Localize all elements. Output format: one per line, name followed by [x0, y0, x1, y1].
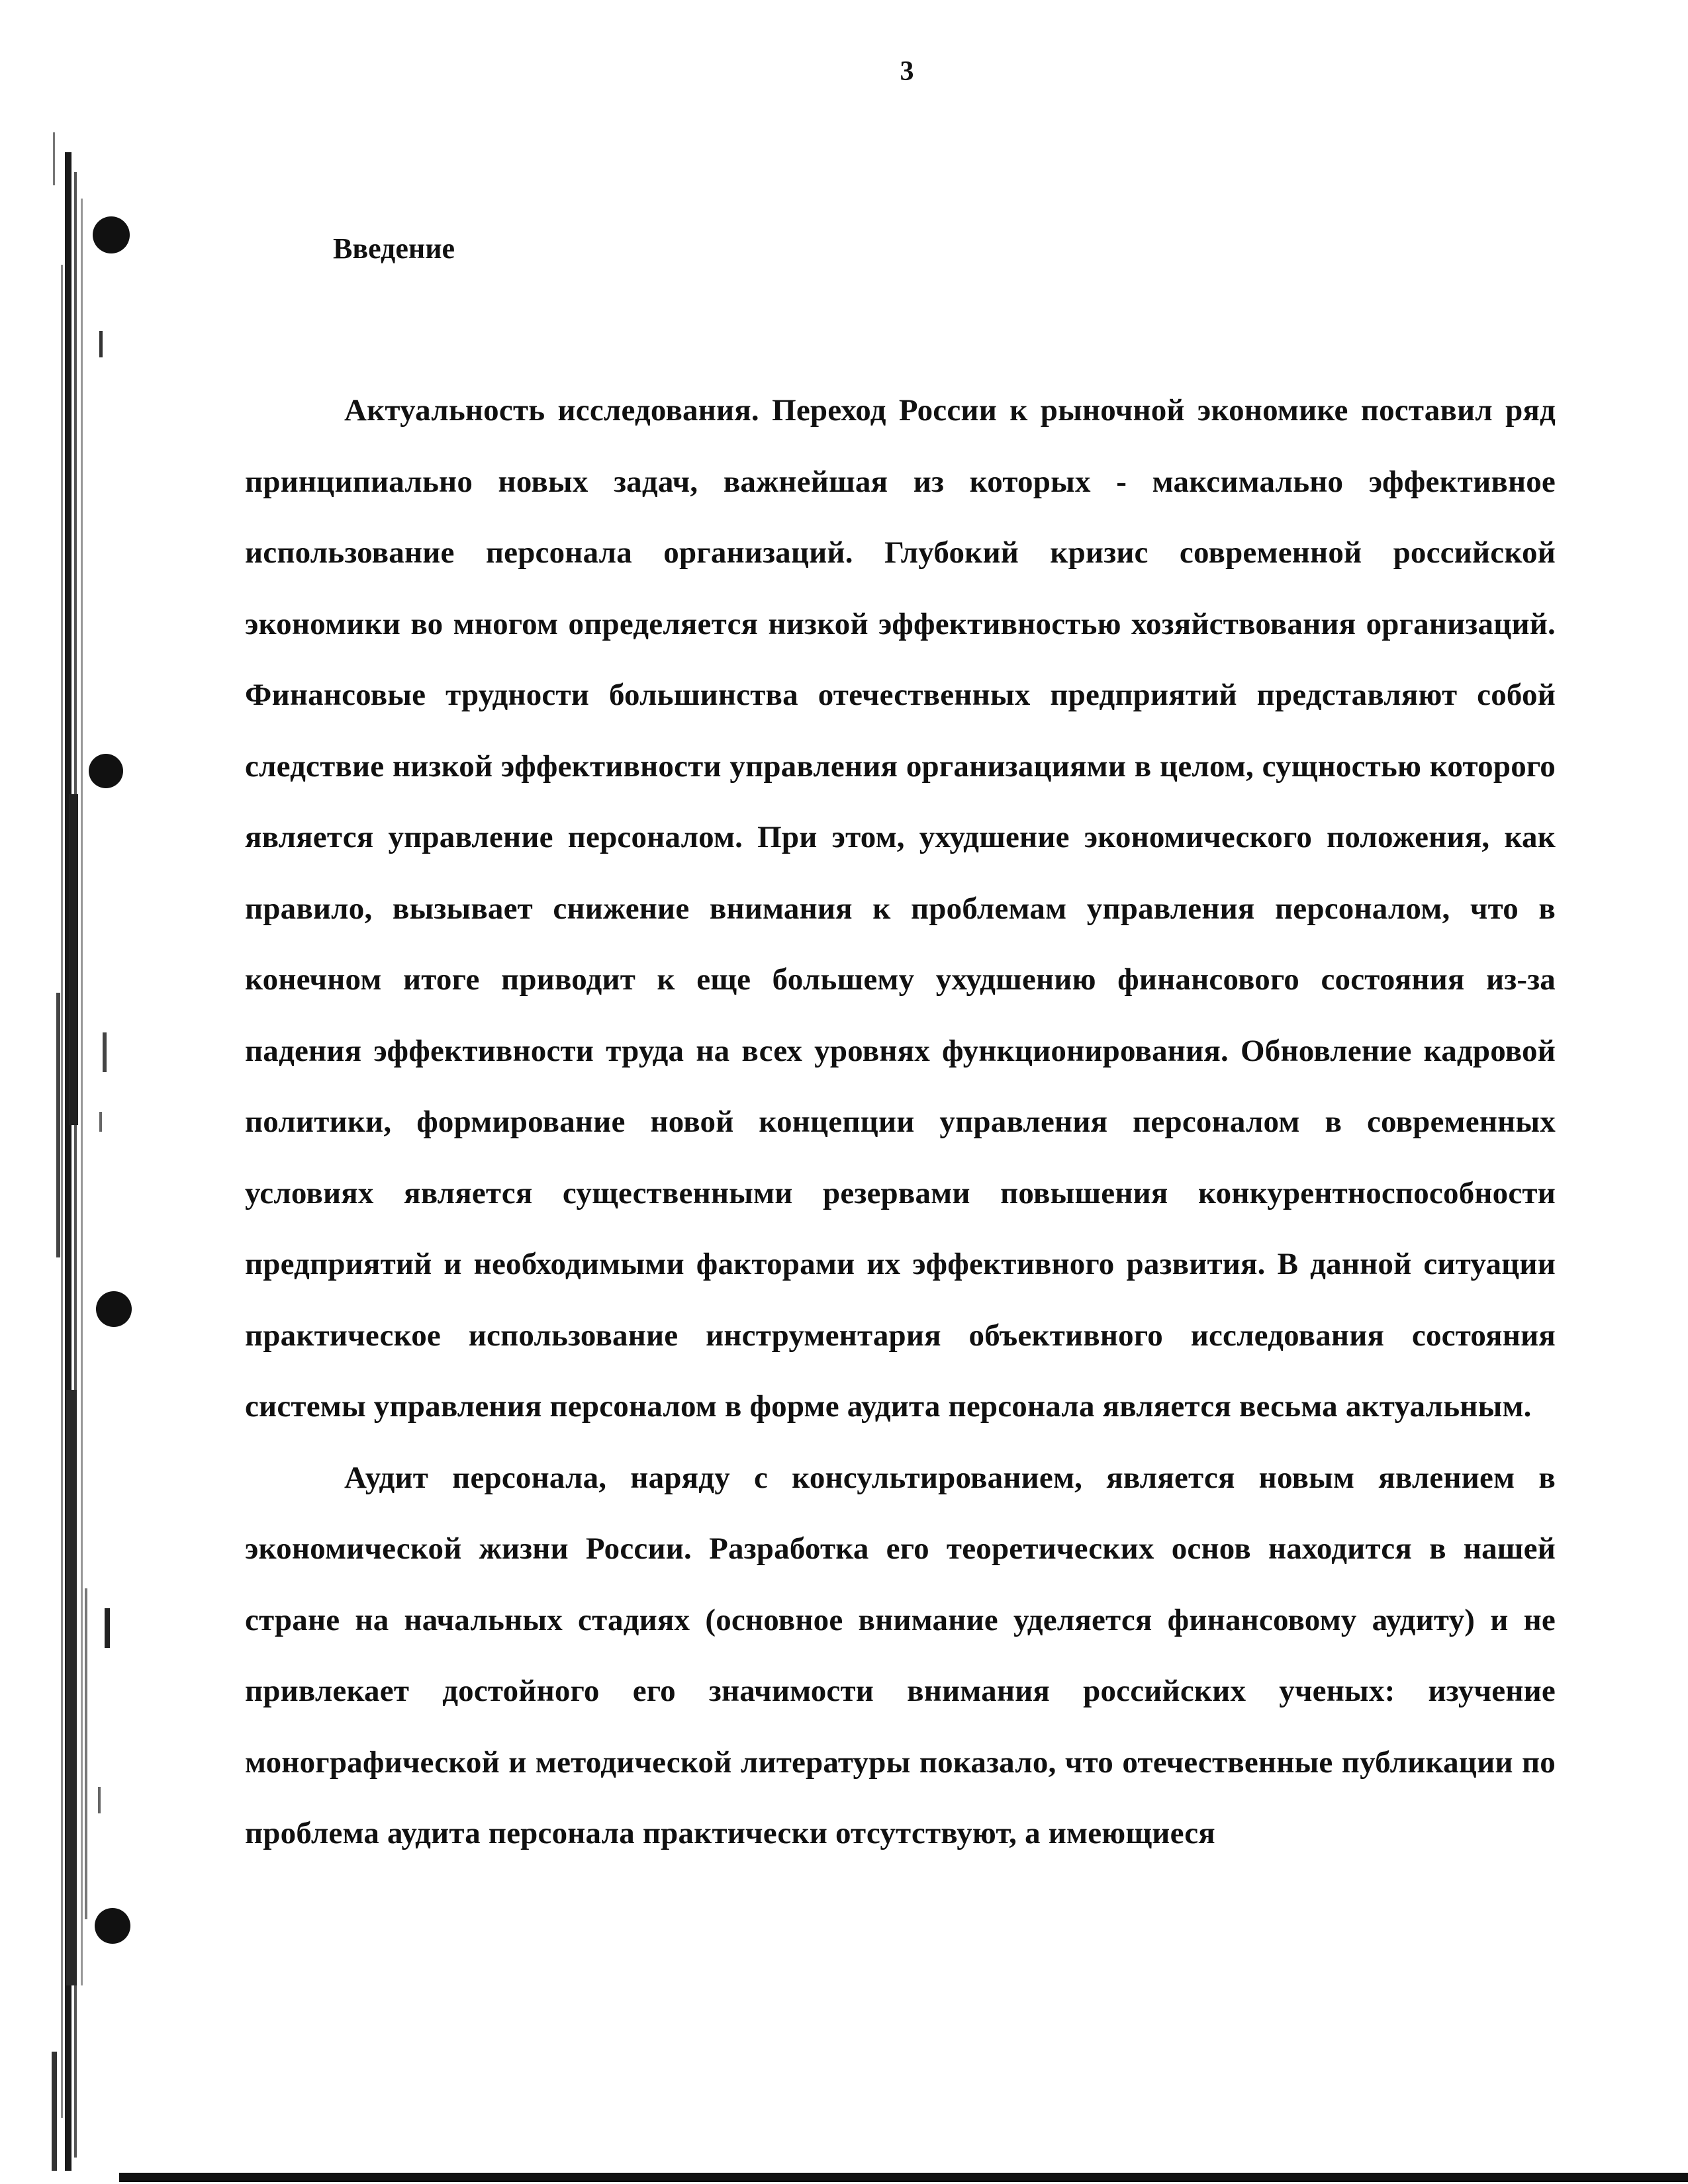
bottom-scan-line — [119, 2173, 1688, 2182]
punch-hole — [93, 216, 130, 253]
punch-hole — [89, 754, 123, 788]
paragraph — [245, 1443, 1556, 1870]
body-text — [245, 375, 1556, 1870]
page-number: 3 — [900, 56, 914, 87]
paragraph-lead: Актуальность исследования. — [344, 393, 759, 428]
paragraph-text: Аудит персонала, наряду с консультированием, является новым явлением в экономической жизни России. Разработка его теоретических основ находится в нашей стране на начальных стадиях (основное внимание уделяется финансовому аудиту) и не привлекает достойного его значимости внимания российских ученых: изучение монографической и методической литературы показало, что отечественные публикации по проблема аудита персонала практически отсутствуют, а имеющиеся — [245, 1460, 1556, 1850]
paragraph — [245, 375, 1556, 1443]
punch-hole — [95, 1908, 130, 1944]
punch-hole — [96, 1291, 132, 1327]
paragraph-text: Переход России к рыночной экономике поставил ряд принципиально новых задач, важнейшая из которых - максимально эффективное использование персонала организаций. Глубокий кризис современной российской экономики во многом определяется низкой эффективностью хозяйствования организаций. Финансовые трудности большинства отечественных предприятий представляют собой следствие низкой эффективности управления организациями в целом, сущностью которого является управление персоналом. При этом, ухудшение экономического положения, как правило, вызывает снижение внимания к проблемам управления персоналом, что в конечном итоге приводит к еще большему ухудшению финансового состояния из-за падения эффективности труда на всех уровнях функционирования. Обновление кадровой политики, формирование новой концепции управления персоналом в современных условиях является существенными резервами повышения конкурентноспособности предприятий и необходимыми факторами их эффективного развития. В данной ситуации практическое использование инструментария объективного исследования состояния системы управления персоналом в форме аудита персонала является весьма актуальным. — [245, 393, 1556, 1424]
scan-edge-artifact — [0, 0, 132, 2184]
section-title: Введение — [333, 232, 455, 265]
